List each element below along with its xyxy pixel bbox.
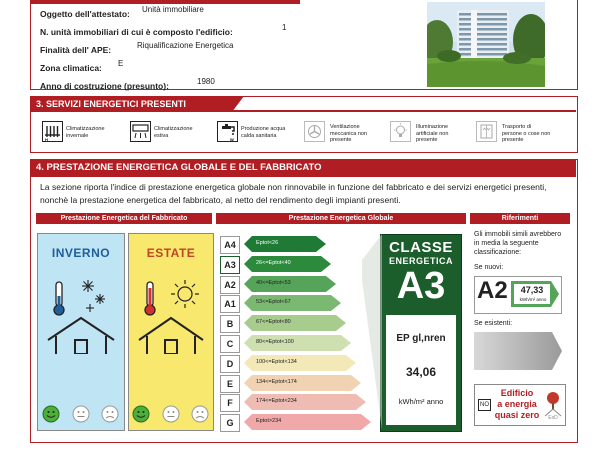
sun-icon [171, 280, 199, 308]
value-n-unita: 1 [282, 23, 287, 32]
label-n-unita: N. unità immobiliari di cui è composto l'edificio: [40, 27, 233, 37]
smiley-sad-icon [102, 406, 118, 422]
row-zona [40, 58, 102, 76]
row-oggetto [40, 4, 130, 22]
house-icon [139, 318, 203, 354]
estate-title: ESTATE [146, 246, 196, 260]
smiley-happy-icon [43, 406, 59, 422]
energy-class-label: E [220, 375, 240, 393]
air-conditioner-icon [130, 121, 151, 142]
row-n-unita [40, 22, 233, 40]
section-3-title: 3. SERVIZI ENERGETICI PRESENTI [30, 96, 232, 112]
energy-class-label: F [220, 394, 240, 412]
smiley-neutral-icon [163, 406, 179, 422]
nzeb-no-checkbox: NO [478, 399, 491, 411]
inverno-icons [38, 274, 124, 354]
smiley-neutral-icon [73, 406, 89, 422]
nuovi-unit: kWh/m² anno [519, 297, 547, 302]
value-oggetto: Unità immobiliare [142, 5, 204, 14]
elevator-icon [476, 121, 497, 142]
ep-label: EP gl,nren [396, 333, 446, 344]
radiator-icon [42, 121, 63, 142]
energy-scale [220, 236, 370, 434]
label-anno: Anno di costruzione (presunto): [40, 81, 169, 91]
building-photo [427, 2, 545, 87]
section-4-title: 4. PRESTAZIONE ENERGETICA GLOBALE E DEL FABBRICATO [30, 159, 576, 177]
ep-unit: kWh/m² anno [398, 397, 444, 406]
esistenti-arrow [474, 332, 562, 370]
row-anno [40, 76, 169, 94]
estate-smileys [129, 404, 213, 424]
nzeb-line1: Edificio [500, 388, 534, 398]
inverno-panel [37, 233, 125, 431]
value-anno: 1980 [197, 77, 215, 86]
energy-class-label: G [220, 414, 240, 432]
svg-text:W: W [230, 137, 234, 141]
header-riferimenti: Riferimenti [470, 213, 570, 224]
energy-class-label: C [220, 335, 240, 353]
inverno-title: INVERNO [51, 246, 111, 260]
energy-class-range: 67<=Eptot<80 [256, 319, 291, 326]
energy-class-row-d [220, 355, 370, 373]
energy-class-row-a2 [220, 276, 370, 294]
energy-class-row-a4 [220, 236, 370, 254]
energy-class-row-b [220, 315, 370, 333]
energy-class-row-f [220, 394, 370, 412]
svg-text:H: H [45, 137, 48, 141]
thermometer-hot-icon [145, 282, 155, 315]
energy-class-label: A2 [220, 276, 240, 294]
energy-class-range: 40<=Eptot<53 [256, 279, 291, 286]
header-globale: Prestazione Energetica Globale [216, 213, 466, 224]
energy-class-range: Eptot>234 [256, 418, 282, 425]
inverno-smileys [38, 404, 124, 424]
label-oggetto: Oggetto dell'attestato: [40, 9, 130, 19]
value-finalita: Riqualificazione Energetica [137, 41, 234, 50]
riferimenti-panel [470, 226, 570, 436]
energy-class-row-c [220, 335, 370, 353]
se-nuovi-label: Se nuovi: [474, 264, 504, 271]
classe-energetica-box [380, 234, 462, 432]
energy-class-row-e [220, 375, 370, 393]
energy-class-range: 100<=Eptot<134 [256, 358, 297, 365]
thermometer-cold-icon [54, 282, 64, 315]
estate-panel [128, 233, 214, 431]
nuovi-class: A2 [477, 277, 508, 304]
label-finalita: Finalità dell' APE: [40, 45, 112, 55]
estate-icons [129, 274, 213, 354]
energy-class-range: 53<=Eptot<67 [256, 299, 291, 306]
nuovi-card [474, 276, 562, 314]
snowflake-icon [82, 280, 105, 312]
service-label-tap: Produzione acqua calda sanitaria [241, 126, 286, 139]
energy-class-range: 174<=Eptot<234 [256, 398, 297, 405]
building-photo-svg [427, 2, 545, 87]
service-label-radiator: Climatizzazione invernale [66, 126, 105, 139]
water-tap-icon [217, 121, 238, 142]
label-zona: Zona climatica: [40, 63, 102, 73]
nzeb-line3: quasi zero [494, 410, 540, 420]
energy-class-row-a3 [220, 256, 370, 274]
energy-class-label: B [220, 315, 240, 333]
energy-class-range: 134<=Eptot<174 [256, 378, 297, 385]
section-3-title-line [232, 110, 576, 112]
energy-class-range: 26<=Eptot<40 [256, 259, 291, 266]
energy-class-range: 80<=Eptot<100 [256, 339, 294, 345]
service-label-light: Illuminazione artificiale non presente [416, 124, 449, 143]
section-4-description: La sezione riporta l'indice di prestazione energetica globale non rinnovabile in funzione del fabbricato e dei servizi energetici presenti, nonchè la prestazione energetica del fabbricato, al netto del rendimento degli impianti presenti. [40, 182, 547, 205]
classe-label: CLASSE [389, 239, 453, 256]
energy-class-label: A4 [220, 236, 240, 254]
service-label-elevator: Trasporto di persone o cose non presente [502, 124, 551, 143]
energy-class-row-a1 [220, 295, 370, 313]
lightbulb-icon [390, 121, 411, 142]
house-icon [48, 318, 114, 354]
energy-class-label: A3 [220, 256, 240, 274]
classe-connector [362, 232, 382, 432]
fan-icon [304, 121, 325, 142]
nzeb-logo-text: ExD [548, 415, 558, 421]
ep-value: 34,06 [405, 365, 437, 379]
se-esistenti-label: Se esistenti: [474, 320, 513, 327]
energy-class-range: Eptot<26 [256, 240, 279, 246]
energetica-label: ENERGETICA [388, 256, 453, 266]
nuovi-value: 47,33 [520, 285, 544, 295]
nzeb-line2: a energia [497, 399, 537, 409]
energy-class-label: A1 [220, 295, 240, 313]
ep-panel [386, 315, 456, 425]
energy-class-row-g [220, 414, 370, 432]
service-label-fan: Ventilazione meccanica non presente [330, 124, 367, 143]
service-label-ac: Climatizzazione estiva [154, 126, 193, 139]
classe-value: A3 [396, 265, 446, 307]
riferimenti-text: Gli immobili simili avrebbero in media la seguente classificazione: [474, 231, 562, 256]
smiley-happy-icon [133, 406, 149, 422]
energy-class-label: D [220, 355, 240, 373]
header-fabbricato: Prestazione Energetica del Fabbricato [36, 213, 212, 224]
smiley-sad-icon [192, 406, 208, 422]
nzeb-box [474, 384, 566, 426]
value-zona: E [118, 59, 124, 68]
row-finalita [40, 40, 111, 58]
